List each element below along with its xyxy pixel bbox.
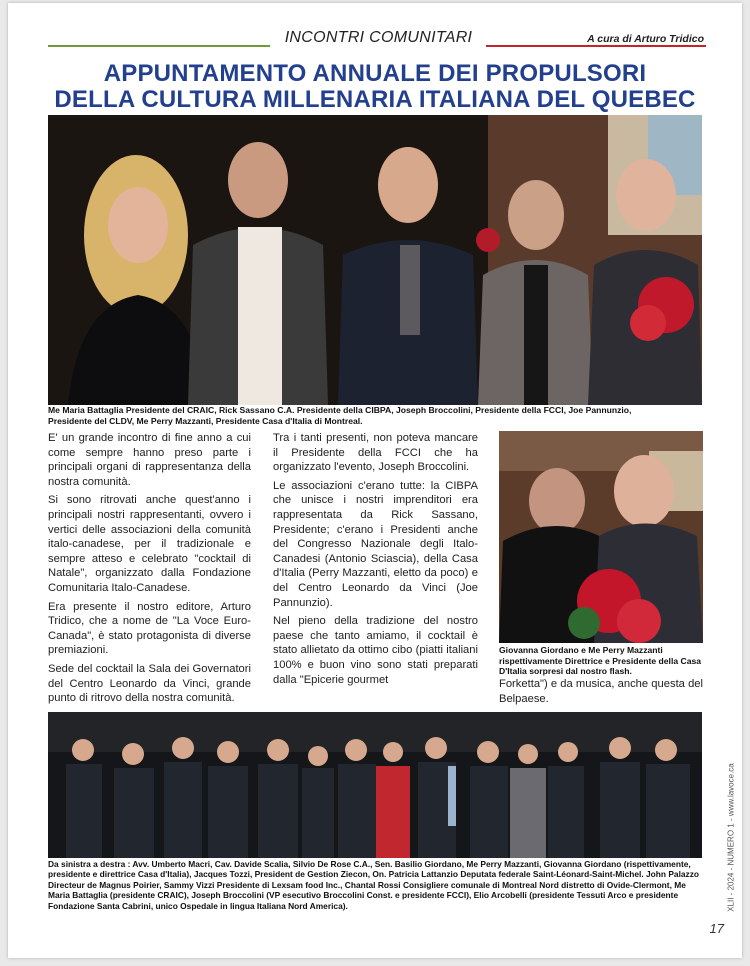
paragraph: Si sono ritrovati anche quest'anno i principali nostri rappresentanti, ovvero i vertici delle associazioni della comunità italo-canadese, per il tradizionale e sempre atteso e celebrato "cocktail di Natale", organizzato dalla Fondazione Comunitaria Italo-Canadese.	[48, 494, 251, 594]
issue-sidebar	[720, 763, 736, 913]
paragraph: Tra i tanti presenti, non poteva mancare il Presidente della FCCI che ha organizzato l'evento, Joseph Broccolini.	[273, 432, 478, 474]
bottom-group-photo	[48, 712, 702, 858]
main-group-photo	[48, 115, 702, 405]
main-photo-caption	[48, 405, 728, 426]
side-photo	[499, 431, 703, 643]
bottom-photo-caption: Da sinistra a destra : Avv. Umberto Macri, Cav. Davide Scalia, Silvio De Rose C.A., Sen. Basilio Giordano, Me Perry Mazzanti, Giovanna Giordano (rispettivamente, presidente e direttrice Casa d'Italia), Jacques Tozzi, President de Gestion Ziecon, On. Patricia Lattanzio Deputata federale Saint-Léonard-Saint-Michel. John Palazzo Directeur de Magnus Poirier, Sammy Vizzi Presidente di Lexsam food Inc., Chantal Rossi Consigliere comunale di Montreal Nord distretto di Ovide-Clermont, Me Maria Battaglia (presidente CRAIC), Joseph Broccolini (VP esecutivo Broccolini Const. e presidente FCCI), Elio Arcobelli (presidente Tessuti Arco e presidente Fondazione Santa Cabrini, unico Ospedale in lingua Italiana Nord America).	[48, 859, 700, 911]
green-rule	[48, 45, 270, 47]
article-column-3	[499, 677, 703, 710]
issue-info: XLII - 2024 - NUMERO 1 - www.lavoce.ca	[726, 763, 736, 912]
paragraph: E' un grande incontro di fine anno a cui come sempre hanno preso parte i principali organi di rappresentanza della nostra comunità.	[48, 432, 251, 488]
main-caption-line-2: Presidente del CLDV, Me Perry Mazzanti, Presidente Casa d'Italia di Montreal.	[48, 415, 363, 426]
magazine-page	[8, 3, 742, 958]
paragraph: Sede del cocktail la Sala dei Governatori del Centro Leonardo da Vinci, grande punto di ritrovo della nostra comunità.	[48, 662, 251, 705]
red-rule	[486, 45, 706, 47]
paragraph: Le associazioni c'erano tutte: la CIBPA che unisce i nostri imprenditori era rappresentata da Rick Sassano, Presidente; c'erano i Presidenti anche del Congresso Nazionale degli Italo-Canadesi (Antonio Sciascia), della Casa d'Italia (Perry Mazzanti, eletto da poco) e del Centro Leonardo da Vinci (Joe Pannunzio).	[273, 479, 478, 609]
curator-credit: A cura di Arturo Tridico	[587, 33, 704, 45]
paragraph: Forketta") e da musica, anche questa del Belpaese.	[499, 678, 703, 705]
article-headline	[28, 61, 722, 113]
side-photo-caption: Giovanna Giordano e Me Perry Mazzanti rispettivamente Direttrice e Presidente della Casa D'Italia sorpresi dal nostro flash.	[499, 645, 702, 677]
article-column-1	[48, 431, 251, 711]
headline-line-2: DELLA CULTURA MILLENARIA ITALIANA DEL QUEBEC	[54, 86, 696, 113]
main-caption-line-1: Me Maria Battaglia Presidente del CRAIC, Rick Sassano C.A. Presidente della CIBPA, Joseph Broccolini, Presidente della FCCI, Joe Pannunzio,	[48, 405, 632, 415]
page-number: 17	[709, 921, 724, 936]
article-column-2	[273, 431, 478, 711]
paragraph: Era presente il nostro editore, Arturo Tridico, che a nome de "La Voce Euro-Canada", è stato protagonista di diverse premiazioni.	[48, 600, 251, 657]
headline-line-1: APPUNTAMENTO ANNUALE DEI PROPULSORI	[103, 60, 647, 87]
section-title: INCONTRI COMUNITARI	[284, 29, 473, 46]
paragraph: Nel pieno della tradizione del nostro paese che tanto amiamo, il cocktail è stato allietato da ottimo cibo (piatti italiani 100% e buon vino sono stati preparati dalla "Epicerie gourmet	[273, 615, 478, 686]
page-header	[8, 3, 742, 53]
